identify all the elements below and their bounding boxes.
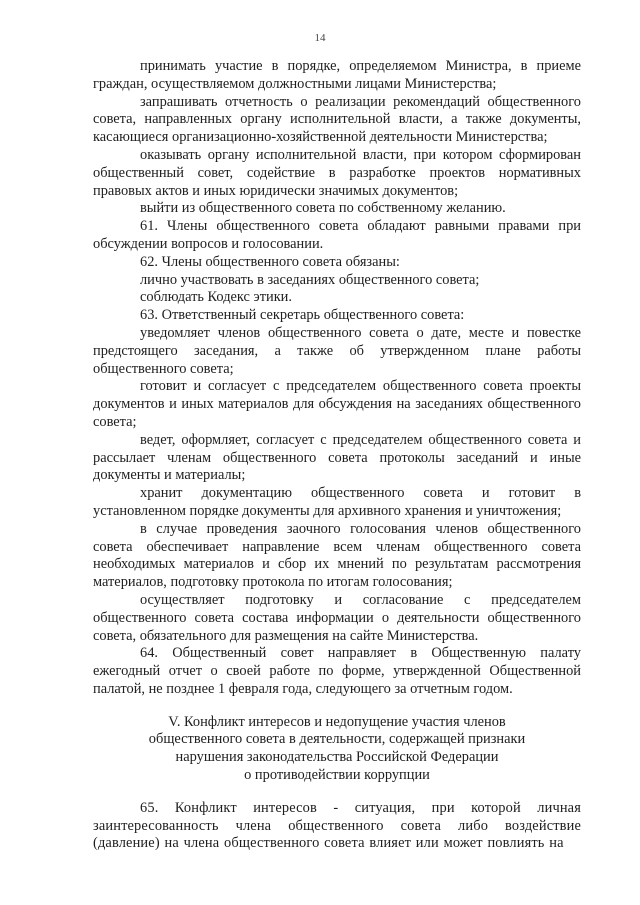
paragraph-65-conflict-of-interest: 65. Конфликт интересов - ситуация, при которой личная заинтересованность члена общественного совета либо воздействие (давление) на члена общественного совета влияет или может повлиять на bbox=[93, 799, 581, 852]
paragraph-attend-meetings: лично участвовать в заседаниях общественного совета; bbox=[140, 271, 480, 288]
paragraph-request-reports: запрашивать отчетность о реализации рекомендаций общественного совета, направленных органу исполнительной власти, а также документы, касающиеся организационно-хозяйственной деятельности Министерства; bbox=[93, 93, 581, 146]
paragraph-notify-members: уведомляет членов общественного совета о дате, месте и повестке предстоящего заседания, а также об утвержденном плане работы общественного совета; bbox=[93, 324, 581, 377]
section-heading-line: общественного совета в деятельности, содержащей признаки bbox=[148, 731, 526, 748]
document-body bbox=[93, 58, 581, 853]
paragraph-leave-council: выйти из общественного совета по собственному желанию. bbox=[140, 200, 506, 217]
paragraph-prepare-documents: готовит и согласует с председателем общественного совета проекты документов и иных материалов для обсуждения на заседаниях общественного совета; bbox=[93, 378, 581, 430]
paragraph-reception-participation: принимать участие в порядке, определяемом Министра, в приеме граждан, осуществляемом должностными лицами Министерства; bbox=[93, 58, 581, 92]
paragraph-ethics-code: соблюдать Кодекс этики. bbox=[140, 289, 292, 306]
section-heading bbox=[93, 714, 581, 785]
paragraph-absentee-voting: в случае проведения заочного голосования членов общественного совета обеспечивает направление всем членам общественного совета необходимых материалов и сбор их мнений по результатам рассмотрения материалов, подготовку протокола по итогам голосования; bbox=[93, 520, 581, 591]
section-heading-line: о противодействии коррупции bbox=[244, 767, 430, 784]
paragraph-archive: хранит документацию общественного совета и готовит в установленном порядке документы для архивного хранения и уничтожения; bbox=[93, 485, 581, 519]
paragraph-62-duties: 62. Члены общественного совета обязаны: bbox=[140, 253, 400, 270]
paragraph-assist-drafting: оказывать органу исполнительной власти, при котором сформирован общественный совет, содействие в разработке проектов нормативных правовых актов и иных юридически значимых документов; bbox=[93, 146, 581, 199]
paragraph-61-equal-rights: 61. Члены общественного совета обладают равными правами при обсуждении вопросов и голосовании. bbox=[93, 218, 581, 252]
page-number: 14 bbox=[314, 32, 326, 44]
paragraph-website-info: осуществляет подготовку и согласование с председателем общественного совета состава информации о деятельности общественного совета, обязательного для размещения на сайте Министерства. bbox=[93, 591, 581, 644]
paragraph-minutes: ведет, оформляет, согласует с председателем общественного совета и рассылает членам общественного совета протоколы заседаний и иные документы и материалы; bbox=[93, 431, 581, 484]
section-heading-line: нарушения законодательства Российской Федерации bbox=[175, 749, 499, 766]
paragraph-63-secretary: 63. Ответственный секретарь общественного совета: bbox=[140, 307, 465, 324]
paragraph-64-annual-report: 64. Общественный совет направляет в Общественную палату ежегодный отчет о своей работе по форме, утвержденной Общественной палатой, не позднее 1 февраля года, следующего за отчетным годом. bbox=[93, 645, 581, 697]
section-heading-line: V. Конфликт интересов и недопущение участия членов bbox=[168, 713, 506, 730]
